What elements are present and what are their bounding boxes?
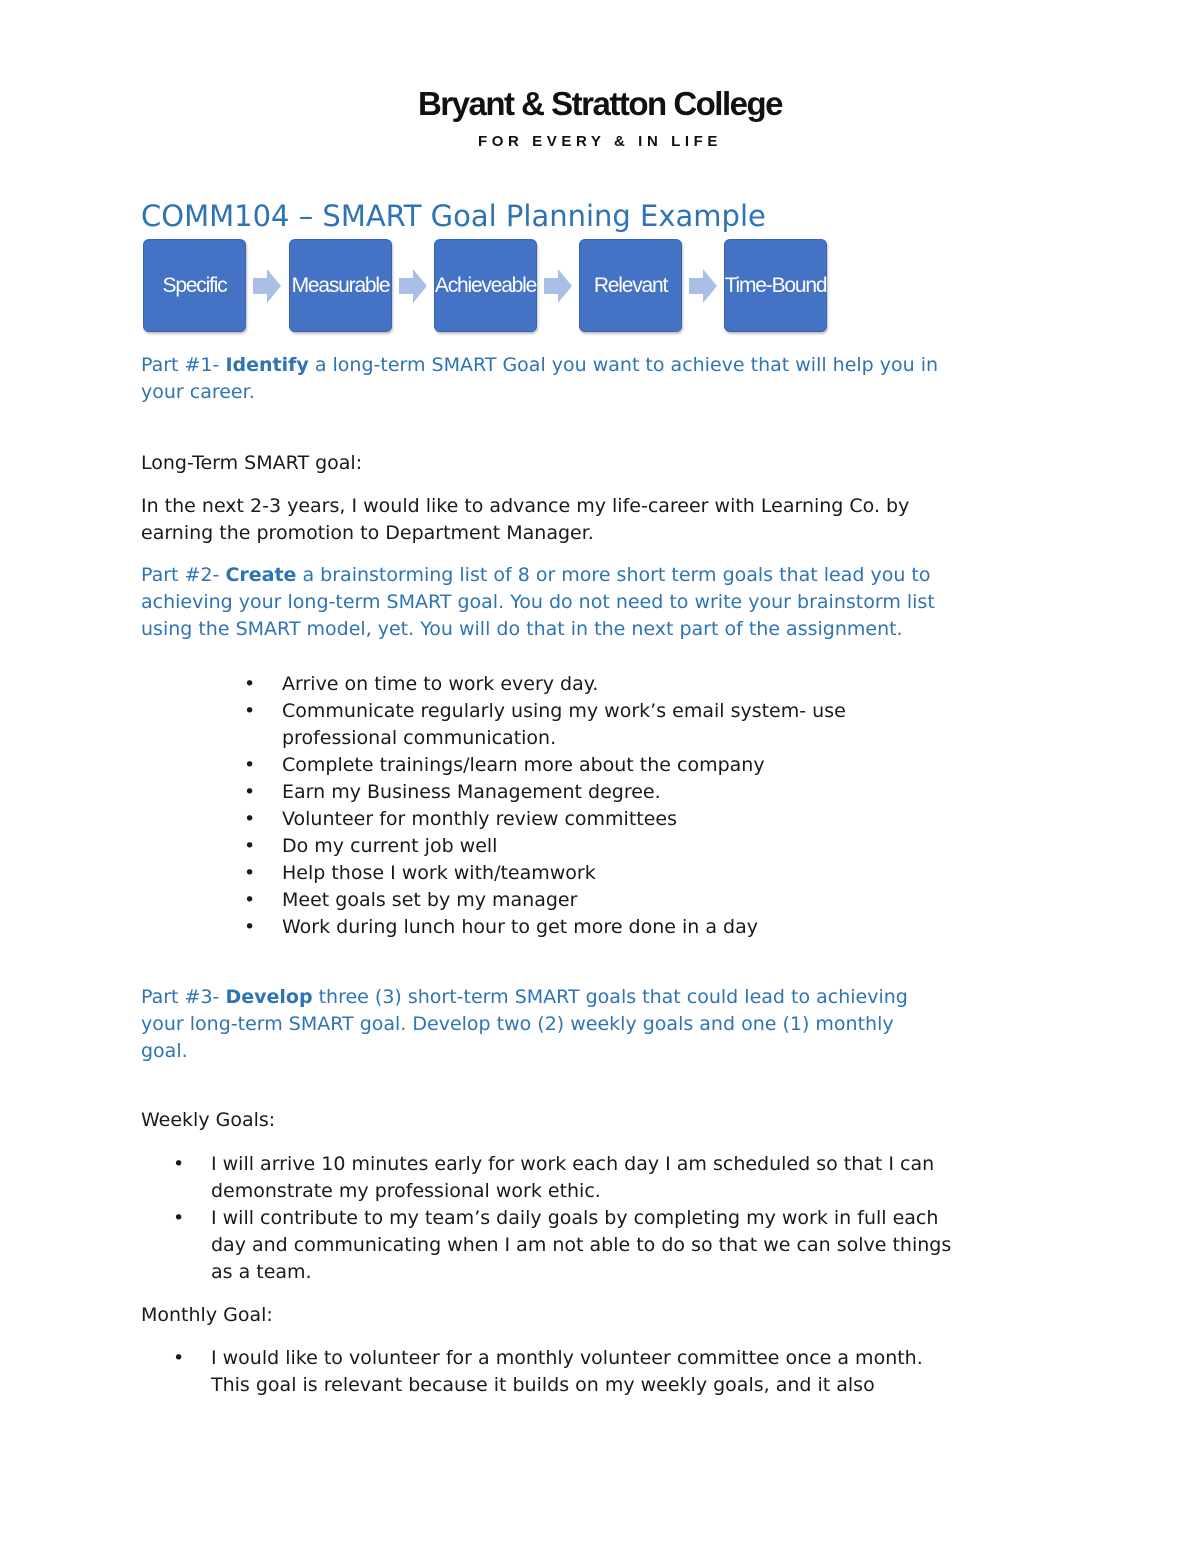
list-item-line: Volunteer for monthly review committees (282, 808, 678, 830)
list-item-line: I would like to volunteer for a monthly volunteer committee once a month. (211, 1347, 923, 1369)
list-item (244, 779, 1064, 806)
weekly-goals-label: Weekly Goals: (141, 1109, 276, 1131)
part2-keyword: Create (225, 564, 297, 586)
list-item (173, 1345, 1063, 1399)
list-item-line: professional communication. (282, 727, 557, 749)
part1-line2: your career. (141, 381, 255, 403)
list-item (244, 752, 1064, 779)
list-item (244, 887, 1064, 914)
monthly-goal-label: Monthly Goal: (141, 1304, 273, 1326)
list-item-line: Arrive on time to work every day. (282, 673, 599, 695)
list-item-line: Work during lunch hour to get more done in a day (282, 916, 758, 938)
list-item-line: day and communicating when I am not able to do so that we can solve things (211, 1234, 952, 1256)
bullet-icon: • (244, 835, 256, 857)
list-item-line: I will contribute to my team’s daily goals by completing my work in full each (211, 1207, 939, 1229)
part3-line2: your long-term SMART goal. Develop two (2) weekly goals and one (1) monthly (141, 1013, 894, 1035)
list-item (244, 860, 1064, 887)
list-item-line: Help those I work with/teamwork (282, 862, 596, 884)
part2-instructions (141, 562, 1061, 643)
page-title: COMM104 – SMART Goal Planning Example (141, 199, 766, 233)
part1-line1: a long-term SMART Goal you want to achieve that will help you in (308, 354, 939, 376)
list-item-line: Do my current job well (282, 835, 498, 857)
long-term-goal-line2: earning the promotion to Department Manager. (141, 522, 594, 544)
long-term-goal-line1: In the next 2-3 years, I would like to advance my life-career with Learning Co. by (141, 495, 910, 517)
monthly-goal-list (173, 1345, 1063, 1399)
right-arrow-icon (689, 269, 717, 303)
list-item (173, 1151, 1063, 1205)
smart-step-time-bound: Time-Bound (724, 239, 827, 332)
bullet-icon: • (244, 889, 256, 911)
part3-instructions (141, 984, 1061, 1065)
part1-keyword: Identify (225, 354, 309, 376)
logo-tagline: FOR EVERY & IN LIFE (477, 133, 723, 150)
right-arrow-icon (544, 269, 572, 303)
college-logo (0, 84, 1200, 152)
right-arrow-icon (399, 269, 427, 303)
list-item (244, 833, 1064, 860)
part3-line1: three (3) short-term SMART goals that could lead to achieving (312, 986, 908, 1008)
list-item (244, 806, 1064, 833)
bullet-icon: • (244, 754, 256, 776)
part2-line3: using the SMART model, yet. You will do that in the next part of the assignment. (141, 618, 903, 640)
smart-step-specific: Specific (143, 239, 246, 332)
bullet-icon: • (244, 862, 256, 884)
weekly-goals-list (173, 1151, 1063, 1286)
part3-keyword: Develop (225, 986, 313, 1008)
list-item-line: I will arrive 10 minutes early for work each day I am scheduled so that I can (211, 1153, 935, 1175)
list-item-line: Communicate regularly using my work’s email system- use (282, 700, 846, 722)
list-item-line: This goal is relevant because it builds on my weekly goals, and it also (211, 1374, 875, 1396)
right-arrow-icon (253, 269, 281, 303)
bullet-icon: • (173, 1153, 185, 1175)
part3-line3: goal. (141, 1040, 188, 1062)
bullet-icon: • (244, 781, 256, 803)
part2-line2: achieving your long-term SMART goal. You do not need to write your brainstorm list (141, 591, 935, 613)
smart-process-diagram (143, 239, 833, 333)
logo-name: Bryant & Stratton College (417, 85, 783, 122)
long-term-goal-text (141, 493, 1061, 547)
bullet-icon: • (173, 1347, 185, 1369)
part2-prefix: Part #2- (141, 564, 226, 586)
part2-line1: a brainstorming list of 8 or more short term goals that lead you to (296, 564, 931, 586)
long-term-goal-label: Long-Term SMART goal: (141, 452, 363, 474)
list-item-line: Meet goals set by my manager (282, 889, 578, 911)
list-item (244, 698, 1064, 752)
bullet-icon: • (173, 1207, 185, 1229)
brainstorm-list (244, 671, 1064, 941)
list-item-line: as a team. (211, 1261, 312, 1283)
list-item-line: Complete trainings/learn more about the company (282, 754, 765, 776)
bullet-icon: • (244, 916, 256, 938)
list-item-line: Earn my Business Management degree. (282, 781, 661, 803)
bullet-icon: • (244, 673, 256, 695)
smart-step-relevant: Relevant (579, 239, 682, 332)
list-item (244, 914, 1064, 941)
bullet-icon: • (244, 808, 256, 830)
part1-instructions (141, 352, 1061, 406)
bullet-icon: • (244, 700, 256, 722)
list-item-line: demonstrate my professional work ethic. (211, 1180, 601, 1202)
list-item (244, 671, 1064, 698)
smart-step-achieveable: Achieveable (434, 239, 537, 332)
smart-step-measurable: Measurable (289, 239, 392, 332)
list-item (173, 1205, 1063, 1286)
part3-prefix: Part #3- (141, 986, 226, 1008)
part1-prefix: Part #1- (141, 354, 226, 376)
